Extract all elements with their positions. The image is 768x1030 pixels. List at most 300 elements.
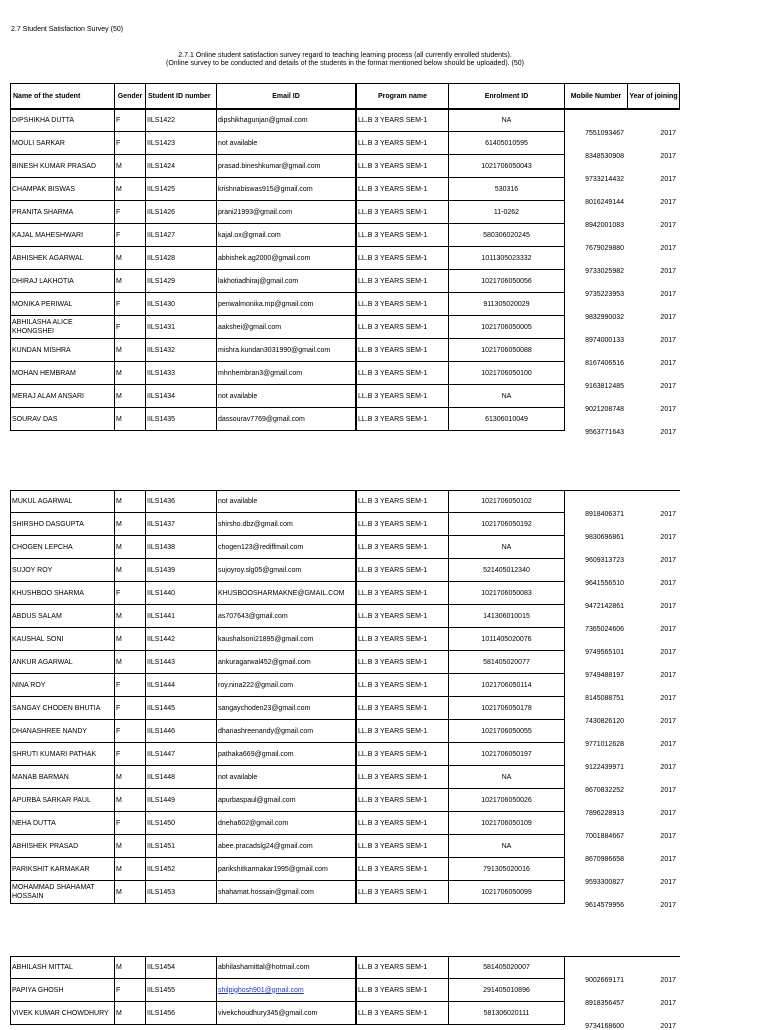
cell-mobile-text: 8670986658 — [585, 856, 624, 863]
cell-program: LL.B 3 YEARS SEM-1 — [355, 490, 448, 513]
cell-name: KAJAL MAHESHWARI — [10, 224, 114, 247]
cell-mobile — [564, 408, 627, 436]
cell-enrolment: 1021706050088 — [448, 339, 564, 362]
cell-year-text: 2017 — [660, 176, 676, 183]
cell-year-text: 2017 — [660, 672, 676, 679]
cell-enrolment: NA — [448, 835, 564, 858]
cell-gender: M — [114, 385, 145, 408]
cell-enrolment: NA — [448, 385, 564, 408]
cell-year-text: 2017 — [660, 130, 676, 137]
cell-mobile — [564, 132, 627, 160]
cell-enrolment: 581405020007 — [448, 956, 564, 979]
cell-enrolment: 1021706050055 — [448, 720, 564, 743]
cell-mobile-text: 7430826120 — [585, 718, 624, 725]
cell-student-id: IILS1436 — [145, 490, 216, 513]
cell-program: LL.B 3 YEARS SEM-1 — [355, 247, 448, 270]
cell-student-id: IILS1453 — [145, 881, 216, 904]
cell-enrolment: 1021706050178 — [448, 697, 564, 720]
cell-email: vivekchoudhury345@gmail.com — [216, 1002, 355, 1025]
cell-name: SOURAV DAS — [10, 408, 114, 431]
cell-mobile — [564, 881, 627, 909]
cell-student-id: IILS1422 — [145, 109, 216, 132]
cell-name: KHUSHBOO SHARMA — [10, 582, 114, 605]
cell-student-id: IILS1434 — [145, 385, 216, 408]
cell-year-text: 2017 — [660, 534, 676, 541]
cell-email: abee.pracadslg24@gmail.com — [216, 835, 355, 858]
cell-mobile-text: 9614579956 — [585, 902, 624, 909]
cell-email: as707643@gmail.com — [216, 605, 355, 628]
cell-name: ABHILASH MITTAL — [10, 956, 114, 979]
cell-student-id: IILS1447 — [145, 743, 216, 766]
cell-mobile-text: 7551093467 — [585, 130, 624, 137]
cell-enrolment: 1021706050005 — [448, 316, 564, 339]
cell-year — [627, 224, 680, 252]
cell-year-text: 2017 — [660, 649, 676, 656]
cell-year-text: 2017 — [660, 557, 676, 564]
cell-student-id: IILS1429 — [145, 270, 216, 293]
email-link[interactable]: shilpighosh901@gmail.com — [218, 986, 304, 994]
cell-year — [627, 247, 680, 275]
cell-mobile — [564, 743, 627, 771]
cell-mobile — [564, 858, 627, 886]
cell-mobile — [564, 362, 627, 390]
cell-year-text: 2017 — [660, 406, 676, 413]
cell-gender: F — [114, 316, 145, 339]
cell-program: LL.B 3 YEARS SEM-1 — [355, 812, 448, 835]
cell-mobile-text: 8348530908 — [585, 153, 624, 160]
cell-name: SHIRSHO DASGUPTA — [10, 513, 114, 536]
cell-year — [627, 651, 680, 679]
cell-mobile — [564, 651, 627, 679]
cell-student-id: IILS1427 — [145, 224, 216, 247]
cell-gender: M — [114, 956, 145, 979]
cell-enrolment: 61405010595 — [448, 132, 564, 155]
cell-year-text: 2017 — [660, 764, 676, 771]
cell-year — [627, 956, 680, 984]
cell-name: PARIKSHIT KARMAKAR — [10, 858, 114, 881]
cell-email: prani21993@gmail.com — [216, 201, 355, 224]
cell-gender: M — [114, 178, 145, 201]
cell-year — [627, 385, 680, 413]
cell-student-id: IILS1435 — [145, 408, 216, 431]
cell-mobile — [564, 513, 627, 541]
cell-gender: F — [114, 132, 145, 155]
cell-year-text: 2017 — [660, 603, 676, 610]
cell-gender: M — [114, 858, 145, 881]
cell-student-id: IILS1428 — [145, 247, 216, 270]
cell-student-id: IILS1449 — [145, 789, 216, 812]
cell-enrolment: NA — [448, 109, 564, 132]
cell-program: LL.B 3 YEARS SEM-1 — [355, 789, 448, 812]
cell-email: aakshei@gmail.com — [216, 316, 355, 339]
cell-name: MANAB BARMAN — [10, 766, 114, 789]
cell-mobile-text: 9830696861 — [585, 534, 624, 541]
cell-name: CHAMPAK BISWAS — [10, 178, 114, 201]
cell-name: BINESH KUMAR PRASAD — [10, 155, 114, 178]
cell-mobile — [564, 490, 627, 518]
cell-mobile — [564, 339, 627, 367]
cell-mobile — [564, 835, 627, 863]
cell-student-id: IILS1439 — [145, 559, 216, 582]
survey-description-line-1: 2.7.1 Online student satisfaction survey regard to teaching learning process (all currently enrolled students). — [178, 52, 512, 59]
cell-email: prasad.bineshkumar@gmail.com — [216, 155, 355, 178]
cell-mobile — [564, 109, 627, 137]
cell-mobile — [564, 293, 627, 321]
cell-year — [627, 582, 680, 610]
cell-email: dassourav7769@gmail.com — [216, 408, 355, 431]
cell-program: LL.B 3 YEARS SEM-1 — [355, 881, 448, 904]
cell-gender: M — [114, 835, 145, 858]
cell-email: shirsho.dbz@gmail.com — [216, 513, 355, 536]
cell-student-id: IILS1445 — [145, 697, 216, 720]
cell-student-id: IILS1437 — [145, 513, 216, 536]
cell-email: dhanashreenandy@gmail.com — [216, 720, 355, 743]
cell-year-text: 2017 — [660, 1023, 676, 1030]
cell-email: pathaka669@gmail.com — [216, 743, 355, 766]
cell-gender: F — [114, 201, 145, 224]
cell-year-text: 2017 — [660, 429, 676, 436]
cell-gender: M — [114, 881, 145, 904]
cell-name: MOHAN HEMBRAM — [10, 362, 114, 385]
cell-name: ANKUR AGARWAL — [10, 651, 114, 674]
cell-enrolment: 1021706050197 — [448, 743, 564, 766]
cell-program: LL.B 3 YEARS SEM-1 — [355, 293, 448, 316]
cell-email: not available — [216, 766, 355, 789]
cell-student-id: IILS1433 — [145, 362, 216, 385]
cell-year — [627, 270, 680, 298]
cell-student-id: IILS1432 — [145, 339, 216, 362]
cell-program: LL.B 3 YEARS SEM-1 — [355, 385, 448, 408]
header-program: Program name — [355, 83, 448, 109]
cell-gender: F — [114, 720, 145, 743]
cell-year — [627, 1002, 680, 1030]
cell-gender: F — [114, 109, 145, 132]
cell-year-text: 2017 — [660, 718, 676, 725]
cell-name: DIPSHIKHA DUTTA — [10, 109, 114, 132]
cell-mobile — [564, 812, 627, 840]
cell-mobile — [564, 697, 627, 725]
cell-student-id: IILS1441 — [145, 605, 216, 628]
cell-year — [627, 628, 680, 656]
cell-program: LL.B 3 YEARS SEM-1 — [355, 155, 448, 178]
cell-mobile — [564, 979, 627, 1007]
cell-name: MERAJ ALAM ANSARI — [10, 385, 114, 408]
cell-email: dneha602@gmail.com — [216, 812, 355, 835]
cell-mobile-text: 9735223953 — [585, 291, 624, 298]
header-email: Email ID — [216, 83, 355, 109]
cell-mobile-text: 8145088751 — [585, 695, 624, 702]
cell-program: LL.B 3 YEARS SEM-1 — [355, 178, 448, 201]
cell-program: LL.B 3 YEARS SEM-1 — [355, 536, 448, 559]
cell-enrolment: 1011305023332 — [448, 247, 564, 270]
cell-mobile — [564, 582, 627, 610]
cell-mobile — [564, 247, 627, 275]
cell-mobile — [564, 385, 627, 413]
cell-student-id: IILS1442 — [145, 628, 216, 651]
cell-gender: F — [114, 979, 145, 1002]
cell-student-id: IILS1426 — [145, 201, 216, 224]
cell-email: not available — [216, 385, 355, 408]
cell-year — [627, 132, 680, 160]
cell-name: SANGAY CHODEN BHUTIA — [10, 697, 114, 720]
cell-enrolment: 1021706050114 — [448, 674, 564, 697]
cell-student-id: IILS1424 — [145, 155, 216, 178]
cell-email: chogen123@rediffmail.com — [216, 536, 355, 559]
cell-gender: M — [114, 408, 145, 431]
cell-program: LL.B 3 YEARS SEM-1 — [355, 720, 448, 743]
cell-name: SUJOY ROY — [10, 559, 114, 582]
cell-year-text: 2017 — [660, 810, 676, 817]
cell-year — [627, 536, 680, 564]
cell-mobile-text: 8974000133 — [585, 337, 624, 344]
cell-gender: F — [114, 674, 145, 697]
cell-mobile-text: 9472142861 — [585, 603, 624, 610]
cell-email: krishnabiswas915@gmail.com — [216, 178, 355, 201]
cell-gender: M — [114, 1002, 145, 1025]
cell-name: NEHA DUTTA — [10, 812, 114, 835]
cell-program: LL.B 3 YEARS SEM-1 — [355, 109, 448, 132]
cell-mobile — [564, 316, 627, 344]
cell-enrolment: 1011405020076 — [448, 628, 564, 651]
cell-mobile — [564, 1002, 627, 1030]
cell-year-text: 2017 — [660, 580, 676, 587]
cell-email: dipshikhagunjan@gmail.com — [216, 109, 355, 132]
cell-email: KHUSBOOSHARMAKNE@GMAIL.COM — [216, 582, 355, 605]
cell-year-text: 2017 — [660, 291, 676, 298]
cell-student-id: IILS1444 — [145, 674, 216, 697]
cell-name: MONIKA PERIWAL — [10, 293, 114, 316]
cell-program: LL.B 3 YEARS SEM-1 — [355, 697, 448, 720]
cell-mobile-text: 9641556510 — [585, 580, 624, 587]
cell-email: not available — [216, 132, 355, 155]
cell-name: MUKUL AGARWAL — [10, 490, 114, 513]
cell-year — [627, 674, 680, 702]
cell-student-id: IILS1423 — [145, 132, 216, 155]
cell-enrolment: 521405012340 — [448, 559, 564, 582]
cell-mobile — [564, 956, 627, 984]
cell-email: mhnhembran3@gmail.com — [216, 362, 355, 385]
cell-mobile-text: 9771012628 — [585, 741, 624, 748]
cell-enrolment: 791305020016 — [448, 858, 564, 881]
header-enrolment: Enrolment ID — [448, 83, 564, 109]
cell-year — [627, 362, 680, 390]
cell-mobile — [564, 628, 627, 656]
cell-year — [627, 858, 680, 886]
cell-student-id: IILS1431 — [145, 316, 216, 339]
cell-gender: M — [114, 628, 145, 651]
cell-email: sujoyroy.slg05@gmail.com — [216, 559, 355, 582]
cell-student-id: IILS1451 — [145, 835, 216, 858]
cell-year-text: 2017 — [660, 511, 676, 518]
cell-student-id: IILS1456 — [145, 1002, 216, 1025]
cell-year-text: 2017 — [660, 268, 676, 275]
cell-mobile-text: 9593300827 — [585, 879, 624, 886]
cell-mobile — [564, 789, 627, 817]
cell-enrolment: 141306010015 — [448, 605, 564, 628]
cell-email: abhilashamittal@hotmail.com — [216, 956, 355, 979]
cell-enrolment: 530316 — [448, 178, 564, 201]
cell-program: LL.B 3 YEARS SEM-1 — [355, 362, 448, 385]
cell-student-id: IILS1446 — [145, 720, 216, 743]
cell-name: APURBA SARKAR PAUL — [10, 789, 114, 812]
cell-student-id: IILS1448 — [145, 766, 216, 789]
cell-gender: M — [114, 490, 145, 513]
cell-gender: M — [114, 536, 145, 559]
cell-name: ABHISHEK PRASAD — [10, 835, 114, 858]
cell-year-text: 2017 — [660, 199, 676, 206]
cell-mobile-text: 9021208748 — [585, 406, 624, 413]
cell-mobile — [564, 605, 627, 633]
cell-student-id: IILS1452 — [145, 858, 216, 881]
cell-mobile — [564, 270, 627, 298]
cell-name: VIVEK KUMAR CHOWDHURY — [10, 1002, 114, 1025]
cell-name: NINA ROY — [10, 674, 114, 697]
cell-program: LL.B 3 YEARS SEM-1 — [355, 651, 448, 674]
cell-name: KUNDAN MISHRA — [10, 339, 114, 362]
cell-email: kajal.ox@gmail.com — [216, 224, 355, 247]
cell-program: LL.B 3 YEARS SEM-1 — [355, 339, 448, 362]
cell-year-text: 2017 — [660, 856, 676, 863]
cell-name: MOHAMMAD SHAHAMAT HOSSAIN — [10, 881, 114, 904]
cell-enrolment: 1021706050100 — [448, 362, 564, 385]
cell-mobile — [564, 720, 627, 748]
cell-year-text: 2017 — [660, 245, 676, 252]
cell-year — [627, 559, 680, 587]
cell-enrolment: 61306010049 — [448, 408, 564, 431]
cell-student-id: IILS1440 — [145, 582, 216, 605]
cell-mobile-text: 9749565101 — [585, 649, 624, 656]
cell-year — [627, 201, 680, 229]
cell-email: apurbaspaul@gmail.com — [216, 789, 355, 812]
cell-year-text: 2017 — [660, 741, 676, 748]
cell-year-text: 2017 — [660, 787, 676, 794]
cell-program: LL.B 3 YEARS SEM-1 — [355, 979, 448, 1002]
cell-enrolment: 1021706050102 — [448, 490, 564, 513]
cell-program: LL.B 3 YEARS SEM-1 — [355, 1002, 448, 1025]
cell-program: LL.B 3 YEARS SEM-1 — [355, 674, 448, 697]
cell-email: roy.nina222@gmail.com — [216, 674, 355, 697]
cell-year — [627, 743, 680, 771]
cell-gender: M — [114, 559, 145, 582]
cell-year — [627, 979, 680, 1007]
cell-mobile — [564, 224, 627, 252]
cell-gender: M — [114, 362, 145, 385]
cell-year-text: 2017 — [660, 695, 676, 702]
cell-mobile-text: 9122439971 — [585, 764, 624, 771]
cell-student-id: IILS1438 — [145, 536, 216, 559]
cell-program: LL.B 3 YEARS SEM-1 — [355, 270, 448, 293]
cell-enrolment: 581405020077 — [448, 651, 564, 674]
cell-mobile — [564, 536, 627, 564]
header-student-id: Student ID number — [145, 83, 216, 109]
cell-name: CHOGEN LEPCHA — [10, 536, 114, 559]
cell-mobile-text: 9002669171 — [585, 977, 624, 984]
cell-gender: F — [114, 582, 145, 605]
cell-year-text: 2017 — [660, 833, 676, 840]
cell-name: ABHILASHA ALICE KHONGSHEI — [10, 316, 114, 339]
cell-year-text: 2017 — [660, 360, 676, 367]
cell-gender: F — [114, 697, 145, 720]
cell-program: LL.B 3 YEARS SEM-1 — [355, 316, 448, 339]
cell-year — [627, 109, 680, 137]
cell-student-id: IILS1443 — [145, 651, 216, 674]
cell-year — [627, 178, 680, 206]
cell-year-text: 2017 — [660, 879, 676, 886]
cell-year — [627, 316, 680, 344]
cell-name: PRANITA SHARMA — [10, 201, 114, 224]
cell-year-text: 2017 — [660, 314, 676, 321]
cell-year — [627, 339, 680, 367]
cell-enrolment: 1021706050043 — [448, 155, 564, 178]
cell-gender: M — [114, 651, 145, 674]
cell-gender: M — [114, 605, 145, 628]
cell-program: LL.B 3 YEARS SEM-1 — [355, 766, 448, 789]
cell-year — [627, 513, 680, 541]
cell-email: parikshitkarmakar1995@gmail.com — [216, 858, 355, 881]
section-title: 2.7 Student Satisfaction Survey (50) — [11, 26, 124, 33]
cell-mobile-text: 9749488197 — [585, 672, 624, 679]
cell-name: PAPIYA GHOSH — [10, 979, 114, 1002]
cell-enrolment: 11-0262 — [448, 201, 564, 224]
cell-program: LL.B 3 YEARS SEM-1 — [355, 513, 448, 536]
header-mobile: Mobile Number — [564, 83, 627, 109]
cell-year — [627, 789, 680, 817]
cell-email: ankuragarwal452@gmail.com — [216, 651, 355, 674]
cell-gender: M — [114, 247, 145, 270]
cell-email: sangaychoden23@gmail.com — [216, 697, 355, 720]
cell-email: mishra.kundan3031990@gmail.com — [216, 339, 355, 362]
cell-enrolment: 1021706050056 — [448, 270, 564, 293]
cell-mobile-text: 7679029880 — [585, 245, 624, 252]
cell-name: DHANASHREE NANDY — [10, 720, 114, 743]
cell-gender: M — [114, 513, 145, 536]
cell-year — [627, 605, 680, 633]
cell-enrolment: 1021706050083 — [448, 582, 564, 605]
cell-mobile-text: 8167406516 — [585, 360, 624, 367]
cell-program: LL.B 3 YEARS SEM-1 — [355, 743, 448, 766]
cell-gender: M — [114, 155, 145, 178]
cell-program: LL.B 3 YEARS SEM-1 — [355, 224, 448, 247]
cell-mobile — [564, 559, 627, 587]
survey-description-line-2: (Online survey to be conducted and details of the students in the format mentioned below should be uploaded). (50) — [165, 60, 524, 67]
cell-email: periwalmonika.mp@gmail.com — [216, 293, 355, 316]
cell-enrolment: NA — [448, 766, 564, 789]
cell-email: abhishek.ag2000@gmail.com — [216, 247, 355, 270]
cell-enrolment: 581306020111 — [448, 1002, 564, 1025]
cell-mobile-text: 9163812485 — [585, 383, 624, 390]
cell-gender: F — [114, 743, 145, 766]
cell-year-text: 2017 — [660, 977, 676, 984]
cell-program: LL.B 3 YEARS SEM-1 — [355, 835, 448, 858]
cell-mobile-text: 9832990032 — [585, 314, 624, 321]
cell-program: LL.B 3 YEARS SEM-1 — [355, 628, 448, 651]
cell-mobile-text: 8670832252 — [585, 787, 624, 794]
cell-gender: M — [114, 789, 145, 812]
cell-mobile — [564, 201, 627, 229]
cell-mobile-text: 8942001083 — [585, 222, 624, 229]
cell-mobile-text: 7896228913 — [585, 810, 624, 817]
cell-mobile-text: 7001884667 — [585, 833, 624, 840]
cell-name: SHRUTI KUMARI PATHAK — [10, 743, 114, 766]
cell-year-text: 2017 — [660, 902, 676, 909]
cell-student-id: IILS1425 — [145, 178, 216, 201]
cell-mobile — [564, 766, 627, 794]
cell-gender: F — [114, 812, 145, 835]
cell-email: lakhotiadhiraj@gmail.com — [216, 270, 355, 293]
cell-year-text: 2017 — [660, 222, 676, 229]
cell-mobile — [564, 178, 627, 206]
cell-gender: M — [114, 766, 145, 789]
